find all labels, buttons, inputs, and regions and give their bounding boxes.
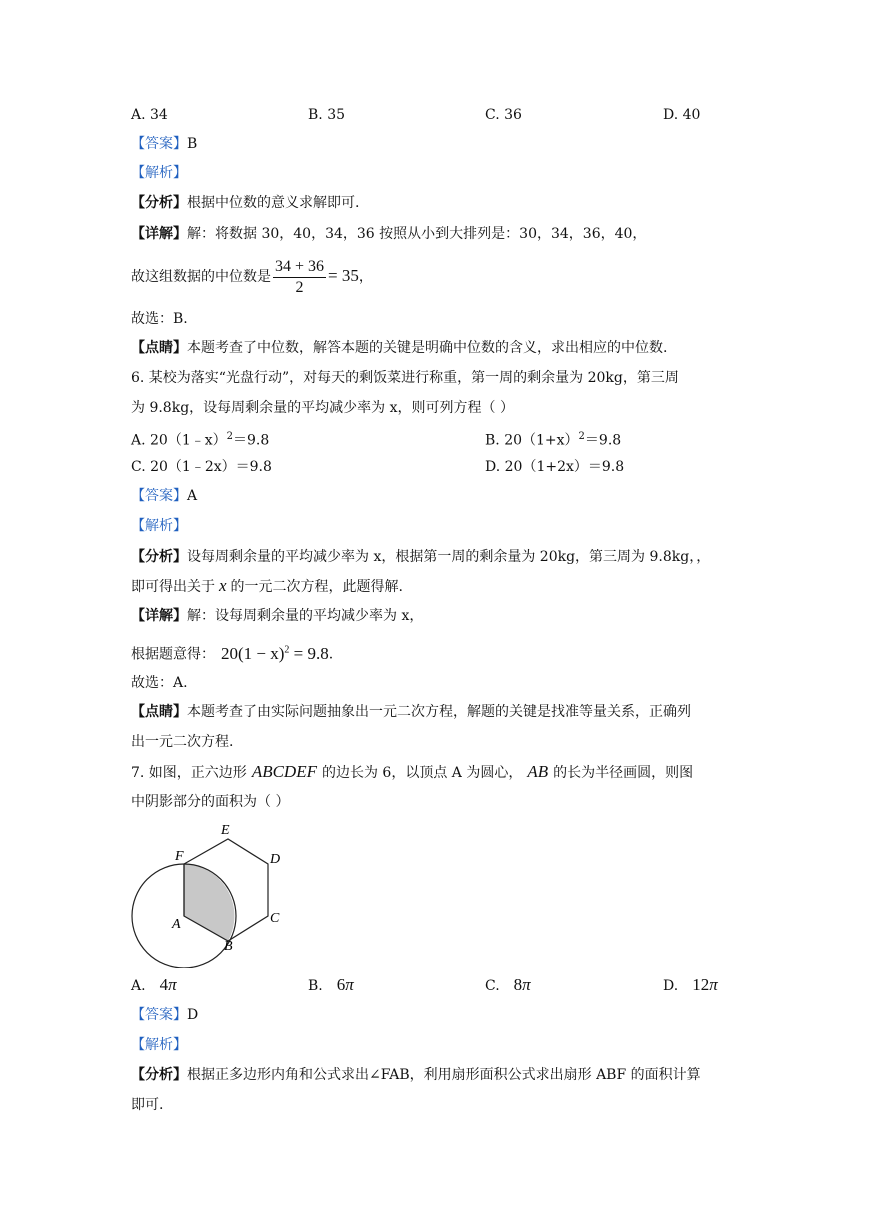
label-d: D [270,852,281,867]
q6-equation-line [131,638,333,667]
q6-option-a-exp: 2 [226,431,234,442]
pi-symbol: π [168,975,177,994]
equation-lhs: 20(1 − x) [221,643,285,663]
q5-option-b: B. 35 [308,107,346,123]
q7-stem-pre: 7. 如图，正六边形 [131,765,247,781]
fenxi-text: 根据正多边形内角和公式求出∠FAB，利用扇形面积公式求出扇形 ABF 的面积计算 [187,1067,701,1083]
q6-fenxi-line1 [131,547,710,567]
q6-option-a-rhs: ＝9.8 [233,432,270,449]
q7-stem-line2: 中阴影部分的面积为（ ） [131,794,290,810]
q6-option-b [485,427,621,451]
equation-prefix: 根据题意得： [131,646,215,663]
xiangjie-tag: 【详解】 [131,608,187,624]
q7-fenxi-line1 [131,1065,701,1085]
q7-option-d [663,975,718,996]
q6-option-a [131,427,269,451]
dianjing-text: 本题考查了中位数，解答本题的关键是明确中位数的含义，求出相应的中位数. [187,340,668,356]
option-coef: 4 [159,975,169,994]
q6-xiangjie [131,606,423,626]
q7-stem-line1 [131,762,693,783]
q5-dianjing [131,338,667,358]
label-c: C [270,911,280,926]
answer-tag: 【答案】 [131,136,187,152]
q5-median-line [131,254,373,299]
option-coef: 12 [692,975,710,994]
q7-stem-post: 的长为半径画圆，则图 [553,765,694,781]
label-e: E [221,823,230,838]
q6-option-b-rhs: ＝9.8 [584,432,622,449]
q6-option-b-exp: 2 [578,431,585,442]
segment-ab: AB [527,762,549,781]
hexagon-name: ABCDEF [251,762,317,781]
fenxi-tag: 【分析】 [131,1067,187,1083]
equation-rhs: = 9.8 [289,643,329,663]
equation-suffix: . [328,646,334,663]
answer-value: A [187,488,198,504]
fenxi-line2-post: 的一元二次方程，此题得解. [230,579,403,595]
median-result: = 35 [328,266,359,285]
xiangjie-tag: 【详解】 [131,226,187,242]
q7-answer-line [131,1005,198,1025]
q5-option-a: A. 34 [131,107,168,123]
pi-symbol: π [522,975,531,994]
fraction-numerator: 34 + 36 [273,257,326,278]
q5-analysis-tag: 【解析】 [131,165,187,181]
median-prefix: 故这组数据的中位数是 [131,269,271,285]
q6-dianjing-line2: 出一元二次方程. [131,734,234,750]
fenxi-text: 根据中位数的意义求解即可. [187,195,360,211]
option-label: D. [663,978,679,994]
q7-fenxi-line2: 即可. [131,1097,164,1113]
q7-option-b [308,975,354,996]
median-fraction [273,257,326,298]
q6-option-c: C. 20（1﹣2x）＝9.8 [131,459,272,475]
answer-value: B [187,136,198,152]
q7-analysis-tag: 【解析】 [131,1037,187,1053]
fenxi-line2-pre: 即可得出关于 [131,579,215,595]
label-b: B [224,939,233,954]
label-a: A [172,917,181,932]
q7-figure [128,818,298,968]
fraction-denominator: 2 [295,278,304,296]
equation [221,644,329,663]
fenxi-tag: 【分析】 [131,549,187,565]
dianjing-tag: 【点睛】 [131,704,187,720]
fenxi-tag: 【分析】 [131,195,187,211]
xiangjie-text: 解：设每周剩余量的平均减少率为 x， [187,608,424,624]
label-f: F [175,849,184,864]
q6-choose: 故选：A. [131,675,188,691]
q6-option-b-text: B. 20（1+x） [485,432,579,449]
answer-tag: 【答案】 [131,488,187,504]
fenxi-text: 设每周剩余量的平均减少率为 x，根据第一周的剩余量为 20kg，第三周为 9.8kg，， [187,549,711,565]
q5-option-c: C. 36 [485,107,522,123]
q6-answer-line [131,486,197,506]
xiangjie-text: 解：将数据 30，40，34，36 按照从小到大排列是：30，34，36，40， [187,226,647,242]
q7-stem-mid: 的边长为 6，以顶点 A 为圆心， [321,765,523,781]
q7-option-a [131,975,177,996]
shaded-sector [184,864,234,941]
pi-symbol: π [709,975,718,994]
variable-x: x [219,576,227,595]
dianjing-text: 本题考查了由实际问题抽象出一元二次方程，解题的关键是找准等量关系，正确列 [187,704,691,720]
q5-fenxi [131,193,359,213]
q6-fenxi-line2 [131,576,403,597]
q5-choose: 故选：B. [131,311,188,327]
answer-tag: 【答案】 [131,1007,187,1023]
option-coef: 8 [513,975,523,994]
q6-stem-line2: 为 9.8kg，设每周剩余量的平均减少率为 x，则可列方程（ ） [131,400,514,416]
q5-option-d: D. 40 [663,107,701,123]
pi-symbol: π [345,975,354,994]
median-suffix: ， [358,269,373,285]
equation-exp: 2 [284,644,290,655]
q5-answer-line [131,134,197,154]
q6-dianjing-line1 [131,702,691,722]
q6-option-d: D. 20（1+2x）＝9.8 [485,459,625,475]
q6-analysis-tag: 【解析】 [131,518,187,534]
option-label: B. [308,978,323,994]
q5-xiangjie [131,224,646,244]
answer-value: D [187,1007,199,1023]
option-label: C. [485,978,500,994]
q6-option-a-text: A. 20（1﹣x） [131,432,227,449]
option-label: A. [131,978,146,994]
option-coef: 6 [336,975,346,994]
dianjing-tag: 【点睛】 [131,340,187,356]
q7-option-c [485,975,531,996]
q6-stem-line1: 6. 某校为落实“光盘行动”，对每天的剩饭菜进行称重，第一周的剩余量为 20kg，第三周 [131,370,679,386]
